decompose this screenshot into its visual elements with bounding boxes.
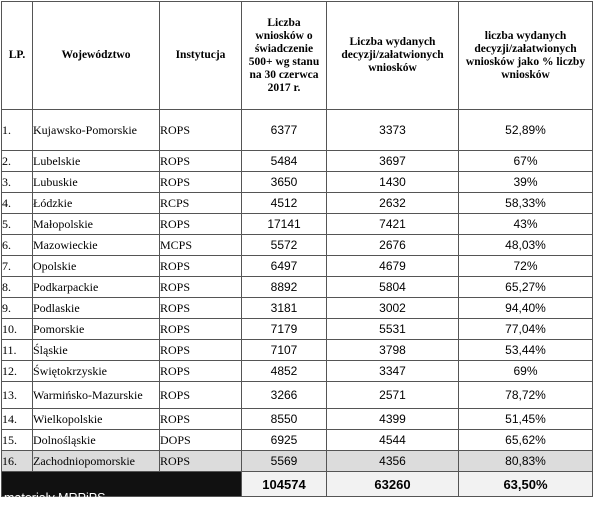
cell-wnioski: 6377	[242, 110, 327, 151]
cell-wojewodztwo: Podkarpackie	[33, 277, 160, 298]
cell-lp: 14.	[2, 409, 33, 430]
data-table	[1, 1, 593, 497]
cell-procent: 65,27%	[459, 277, 593, 298]
cell-wnioski: 5569	[242, 451, 327, 472]
cell-wnioski: 5484	[242, 151, 327, 172]
cell-wojewodztwo: Świętokrzyskie	[33, 361, 160, 382]
table-row	[2, 256, 593, 277]
cell-decyzje: 2632	[327, 193, 459, 214]
cell-wnioski: 3266	[242, 382, 327, 409]
cell-decyzje: 7421	[327, 214, 459, 235]
table-row	[2, 451, 593, 472]
cell-wojewodztwo: Lubelskie	[33, 151, 160, 172]
table-row	[2, 277, 593, 298]
cell-procent: 65,62%	[459, 430, 593, 451]
header-liczba-wnioskow: Liczba wniosków o świadczenie 500+ wg stanu na 30 czerwca 2017 r.	[242, 2, 327, 110]
cell-decyzje: 1430	[327, 172, 459, 193]
cell-instytucja: ROPS	[160, 382, 242, 409]
cell-decyzje: 5804	[327, 277, 459, 298]
table-row	[2, 193, 593, 214]
total-decyzje: 63260	[327, 472, 459, 497]
cell-wnioski: 17141	[242, 214, 327, 235]
cell-procent: 78,72%	[459, 382, 593, 409]
table-body	[2, 110, 593, 472]
cell-wnioski: 8892	[242, 277, 327, 298]
cell-lp: 16.	[2, 451, 33, 472]
cell-instytucja: ROPS	[160, 340, 242, 361]
cell-instytucja: ROPS	[160, 172, 242, 193]
cell-instytucja: ROPS	[160, 451, 242, 472]
table-row	[2, 214, 593, 235]
cell-instytucja: ROPS	[160, 298, 242, 319]
cell-lp: 13.	[2, 382, 33, 409]
cell-lp: 5.	[2, 214, 33, 235]
cell-lp: 8.	[2, 277, 33, 298]
cell-procent: 72%	[459, 256, 593, 277]
cell-wojewodztwo: Podlaskie	[33, 298, 160, 319]
table-row	[2, 340, 593, 361]
cell-instytucja: DOPS	[160, 430, 242, 451]
header-liczba-decyzji: Liczba wydanych decyzji/załatwionych wniosków	[327, 2, 459, 110]
cell-procent: 48,03%	[459, 235, 593, 256]
cell-wnioski: 6925	[242, 430, 327, 451]
cell-lp: 11.	[2, 340, 33, 361]
table-row	[2, 151, 593, 172]
cell-instytucja: RCPS	[160, 193, 242, 214]
cell-lp: 15.	[2, 430, 33, 451]
cell-wojewodztwo: Opolskie	[33, 256, 160, 277]
cell-lp: 2.	[2, 151, 33, 172]
cell-wojewodztwo: Małopolskie	[33, 214, 160, 235]
cell-lp: 3.	[2, 172, 33, 193]
cell-procent: 94,40%	[459, 298, 593, 319]
cell-decyzje: 4356	[327, 451, 459, 472]
cell-wnioski: 7179	[242, 319, 327, 340]
table-row	[2, 319, 593, 340]
header-row	[2, 2, 593, 110]
cell-wnioski: 7107	[242, 340, 327, 361]
table-row	[2, 110, 593, 151]
table-row	[2, 172, 593, 193]
cell-procent: 39%	[459, 172, 593, 193]
cell-decyzje: 5531	[327, 319, 459, 340]
cell-wojewodztwo: Śląskie	[33, 340, 160, 361]
table-row	[2, 235, 593, 256]
table-row	[2, 430, 593, 451]
cell-wnioski: 6497	[242, 256, 327, 277]
cell-decyzje: 4399	[327, 409, 459, 430]
cell-procent: 51,45%	[459, 409, 593, 430]
cell-lp: 6.	[2, 235, 33, 256]
cell-decyzje: 2676	[327, 235, 459, 256]
cell-instytucja: ROPS	[160, 151, 242, 172]
cell-instytucja: ROPS	[160, 256, 242, 277]
cell-decyzje: 2571	[327, 382, 459, 409]
cell-instytucja: ROPS	[160, 277, 242, 298]
cell-wojewodztwo: Łódzkie	[33, 193, 160, 214]
cell-wojewodztwo: Mazowieckie	[33, 235, 160, 256]
cell-wojewodztwo: Kujawsko-Pomorskie	[33, 110, 160, 151]
cell-lp: 9.	[2, 298, 33, 319]
cell-lp: 1.	[2, 110, 33, 151]
cell-wnioski: 3181	[242, 298, 327, 319]
cell-instytucja: ROPS	[160, 409, 242, 430]
table-row	[2, 361, 593, 382]
cell-procent: 58,33%	[459, 193, 593, 214]
cell-procent: 67%	[459, 151, 593, 172]
cell-instytucja: ROPS	[160, 214, 242, 235]
cell-decyzje: 3697	[327, 151, 459, 172]
cell-decyzje: 3373	[327, 110, 459, 151]
table-row	[2, 382, 593, 409]
cell-decyzje: 3798	[327, 340, 459, 361]
header-procent: liczba wydanych decyzji/załatwionych wniosków jako % liczby wniosków	[459, 2, 593, 110]
cell-lp: 12.	[2, 361, 33, 382]
total-wnioski: 104574	[242, 472, 327, 497]
cell-lp: 7.	[2, 256, 33, 277]
cell-lp: 10.	[2, 319, 33, 340]
header-instytucja: Instytucja	[160, 2, 242, 110]
cell-decyzje: 3347	[327, 361, 459, 382]
cell-wnioski: 8550	[242, 409, 327, 430]
cell-decyzje: 4544	[327, 430, 459, 451]
header-wojewodztwo: Województwo	[33, 2, 160, 110]
cell-instytucja: ROPS	[160, 110, 242, 151]
cell-decyzje: 3002	[327, 298, 459, 319]
cell-wojewodztwo: Pomorskie	[33, 319, 160, 340]
header-lp: LP.	[2, 2, 33, 110]
cell-lp: 4.	[2, 193, 33, 214]
cell-procent: 53,44%	[459, 340, 593, 361]
cell-procent: 43%	[459, 214, 593, 235]
cell-procent: 69%	[459, 361, 593, 382]
cell-instytucja: ROPS	[160, 319, 242, 340]
table-row	[2, 298, 593, 319]
cell-procent: 80,83%	[459, 451, 593, 472]
cell-wojewodztwo: Dolnośląskie	[33, 430, 160, 451]
cell-wojewodztwo: Lubuskie	[33, 172, 160, 193]
cell-decyzje: 4679	[327, 256, 459, 277]
cell-wnioski: 4852	[242, 361, 327, 382]
cell-wojewodztwo: Zachodniopomorskie	[33, 451, 160, 472]
cell-wnioski: 3650	[242, 172, 327, 193]
cell-instytucja: MCPS	[160, 235, 242, 256]
source-caption: materiały MRPiPS	[4, 491, 106, 505]
cell-procent: 77,04%	[459, 319, 593, 340]
cell-instytucja: ROPS	[160, 361, 242, 382]
cell-wojewodztwo: Warmińsko-Mazurskie	[33, 382, 160, 409]
total-procent: 63,50%	[459, 472, 593, 497]
cell-wnioski: 5572	[242, 235, 327, 256]
cell-wojewodztwo: Wielkopolskie	[33, 409, 160, 430]
table-row	[2, 409, 593, 430]
cell-wnioski: 4512	[242, 193, 327, 214]
cell-procent: 52,89%	[459, 110, 593, 151]
